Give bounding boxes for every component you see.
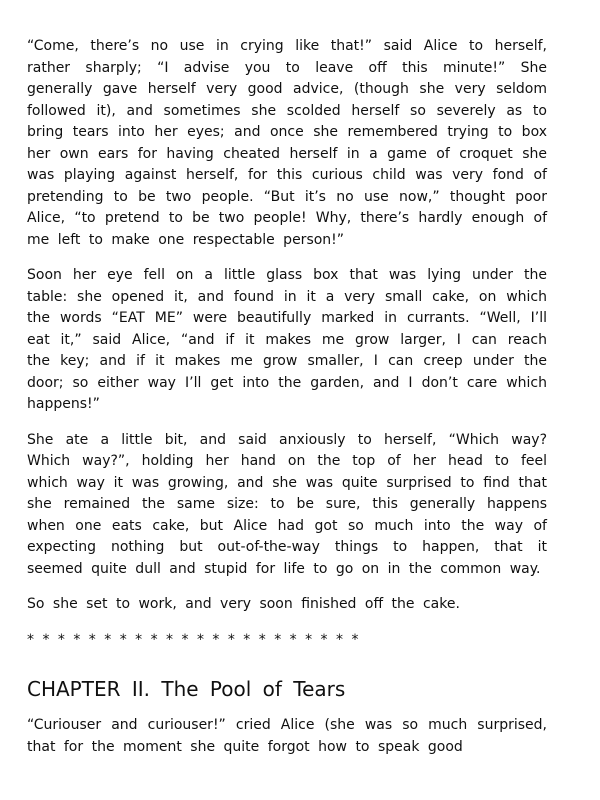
paragraph-glass-box-cake: Soon her eye fell on a little glass box that was lying under the table: she opened it, and found in it a very small cake, on which the words “EAT ME” were beautifully marked in currants. “Well, I’ll eat it,” said Alice, “and if it makes me grow larger, I can reach the key; and if it makes me grow smaller, I can creep under the door; so either way I’ll get into the garden, and I don’t care which happens!”	[27, 267, 547, 412]
paragraph-she-ate-a-little-bit: She ate a little bit, and said anxiously to herself, “Which way? Which way?”, holding her hand on the top of her head to feel which way it was growing, and she was quite surprised to find that she remained the same size: to be sure, this generally happens when one eats cake, but Alice had got so much into the way of expecting nothing but out-of-the-way things to happen, that it seemed quite dull and stupid for life to go on in the common way.	[27, 431, 547, 577]
paragraph-curiouser-clipped: “Curiouser and curiouser!” cried Alice (she was so much surprised, that for the moment she quite forgot how to speak good	[27, 717, 547, 755]
paragraph-finished-off-the-cake: So she set to work, and very soon finished off the cake.	[27, 596, 460, 612]
paragraph-come-no-use-crying: “Come, there’s no use in crying like that!” said Alice to herself, rather sharply; “I advise you to leave off this minute!” She generally gave herself very good advice, (though she very seldom followed it), and sometimes she scolded herself so severely as to bring tears into her eyes; and once she remembered trying to box her own ears for having cheated herself in a game of croquet she was playing against herself, for this curious child was very fond of pretending to be two people. “But it’s no use now,” thought poor Alice, “to pretend to be two people! Why, there’s hardly enough of me left to make one respectable person!”	[27, 38, 547, 248]
chapter-heading: CHAPTER II. The Pool of Tears	[27, 677, 346, 701]
asterisk-section-break: * * * * * * * * * * * * * * * * * * * * * *	[27, 631, 359, 648]
